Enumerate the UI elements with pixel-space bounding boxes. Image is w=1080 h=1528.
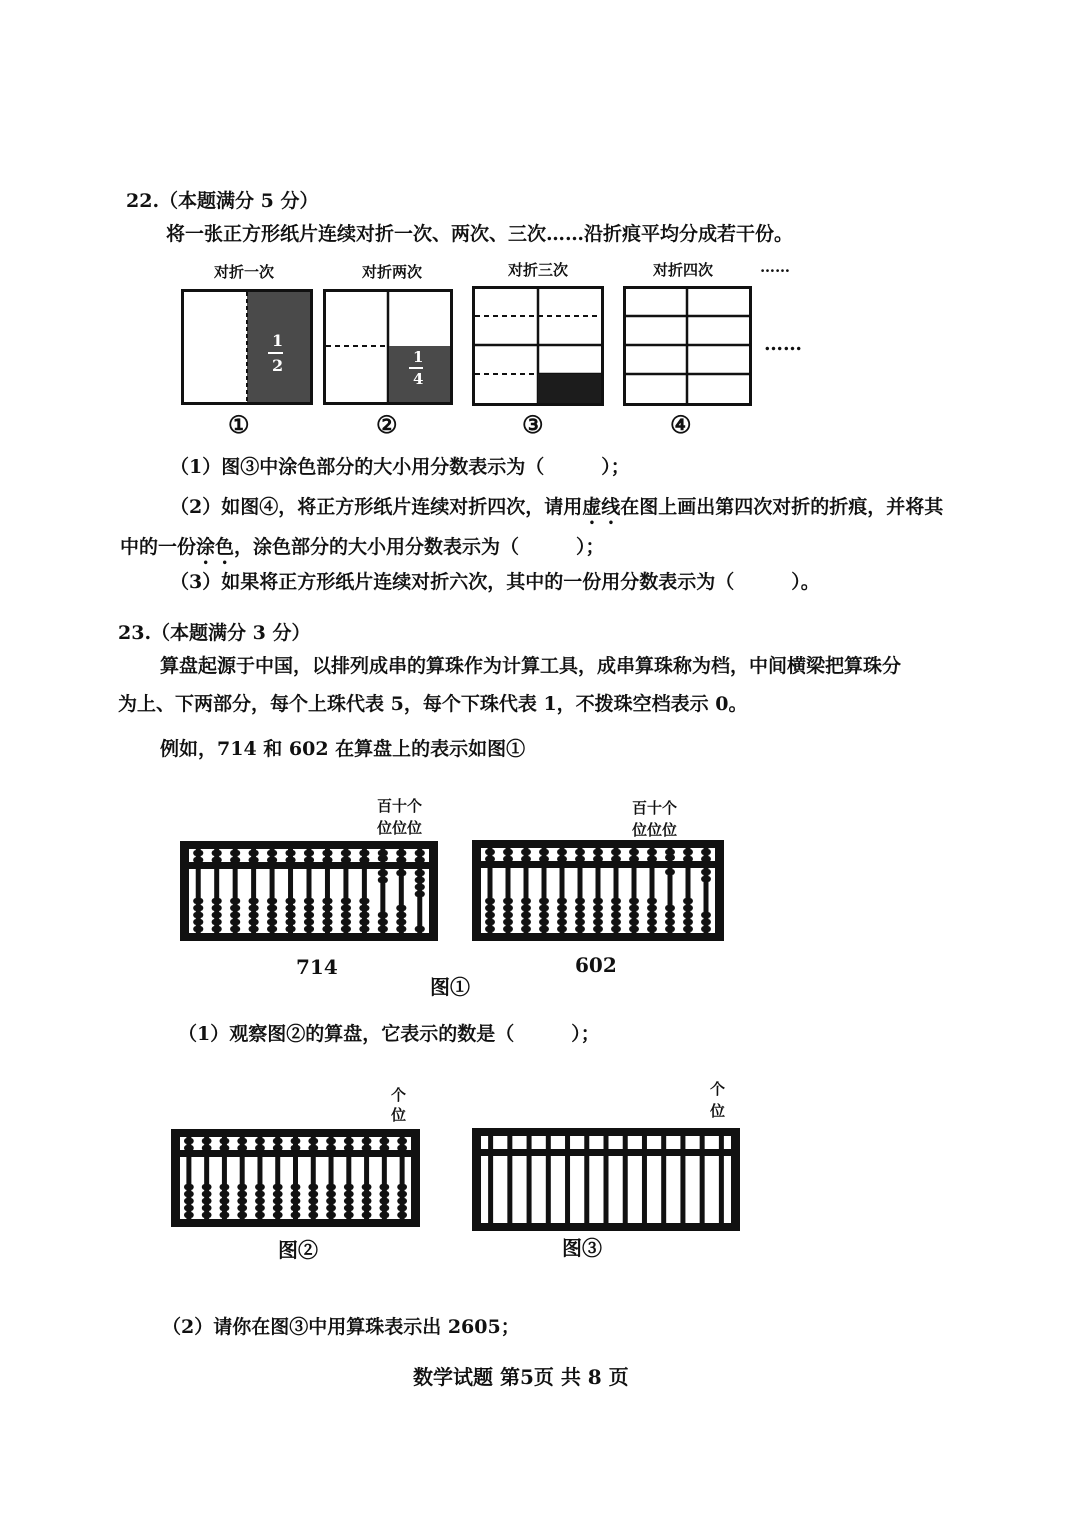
place-labels-2-top: 百十个: [632, 799, 678, 817]
q22-sub2-line2: 中的一份涂色，涂色部分的大小用分数表示为（ ）；: [120, 536, 605, 558]
place-labels-2-bottom: 位位位: [632, 821, 678, 839]
abacus-value-714: 714: [296, 955, 338, 979]
shaded-eighth: [538, 374, 601, 403]
q22-intro: 将一张正方形纸片连续对折一次、两次、三次……沿折痕平均分成若干份。: [166, 223, 794, 245]
q23-heading: 23.（本题满分 3 分）: [118, 622, 311, 644]
abacus-figure-2: [171, 1129, 420, 1227]
fold-figure-1: [181, 289, 313, 405]
fold-figure-3: [472, 286, 604, 406]
fig2-caption: 图②: [278, 1238, 318, 1262]
q23-intro-line1: 算盘起源于中国，以排列成串的算珠作为计算工具，成串算珠称为档，中间横梁把算珠分: [160, 655, 902, 677]
q22-sub2-line1: （2）如图④，将正方形纸片连续对折四次，请用虚线在图上画出第四次对折的折痕，并将其: [170, 496, 944, 518]
fraction-half-denominator: 2: [272, 356, 284, 375]
q22-heading: 22.（本题满分 5 分）: [126, 190, 319, 212]
fold-label-4: 对折四次: [653, 261, 714, 279]
abacus-714: [180, 841, 438, 941]
place-labels-1-bottom: 位位位: [377, 819, 423, 837]
emphasis-dashed-line: 虚线: [582, 496, 621, 518]
fold-label-2: 对折两次: [362, 263, 423, 281]
q23-sub2: （2）请你在图③中用算珠表示出 2605；: [162, 1316, 520, 1338]
abacus-value-602: 602: [575, 953, 617, 977]
fraction-quarter-bar: [409, 367, 423, 369]
fraction-quarter-numerator: 1: [413, 348, 424, 366]
fraction-half-numerator: 1: [272, 331, 284, 350]
abacus-figure-3-empty[interactable]: [472, 1128, 740, 1231]
fig-number-1: ①: [228, 410, 250, 439]
fig1-caption: 图①: [430, 975, 470, 999]
units-label-2-top: 个: [391, 1086, 407, 1104]
fig3-caption: 图③: [562, 1236, 602, 1260]
fold-label-3: 对折三次: [508, 261, 569, 279]
q23-sub1: （1）观察图②的算盘，它表示的数是（ ）；: [178, 1023, 600, 1045]
fold-figure-4: [623, 286, 752, 406]
fig-number-4: ④: [670, 410, 692, 439]
fraction-half-bar: [268, 352, 283, 354]
fig-number-2: ②: [376, 410, 398, 439]
q22-sub3: （3）如果将正方形纸片连续对折六次，其中的一份用分数表示为（ ）。: [170, 571, 820, 593]
ellipsis-top: ……: [760, 258, 790, 276]
fold-figure-2: [323, 289, 453, 405]
place-labels-1-top: 百十个: [377, 797, 423, 815]
q22-sub1: （1）图③中涂色部分的大小用分数表示为（ ）；: [170, 456, 630, 478]
page-footer: 数学试题 第5页 共 8 页: [413, 1365, 629, 1389]
units-label-3-top: 个: [710, 1080, 726, 1098]
fold-label-1: 对折一次: [214, 263, 275, 281]
ellipsis-mid: ……: [764, 333, 802, 355]
units-label-3-bottom: 位: [710, 1102, 726, 1120]
emphasis-color: 涂色: [196, 536, 235, 558]
units-label-2-bottom: 位: [391, 1106, 407, 1124]
fraction-quarter-denominator: 4: [413, 370, 424, 388]
q23-intro-line2: 为上、下两部分，每个上珠代表 5，每个下珠代表 1，不拨珠空档表示 0。: [118, 693, 748, 715]
abacus-602: [472, 840, 724, 941]
q23-example: 例如，714 和 602 在算盘上的表示如图①: [160, 738, 526, 760]
fig-number-3: ③: [522, 410, 544, 439]
